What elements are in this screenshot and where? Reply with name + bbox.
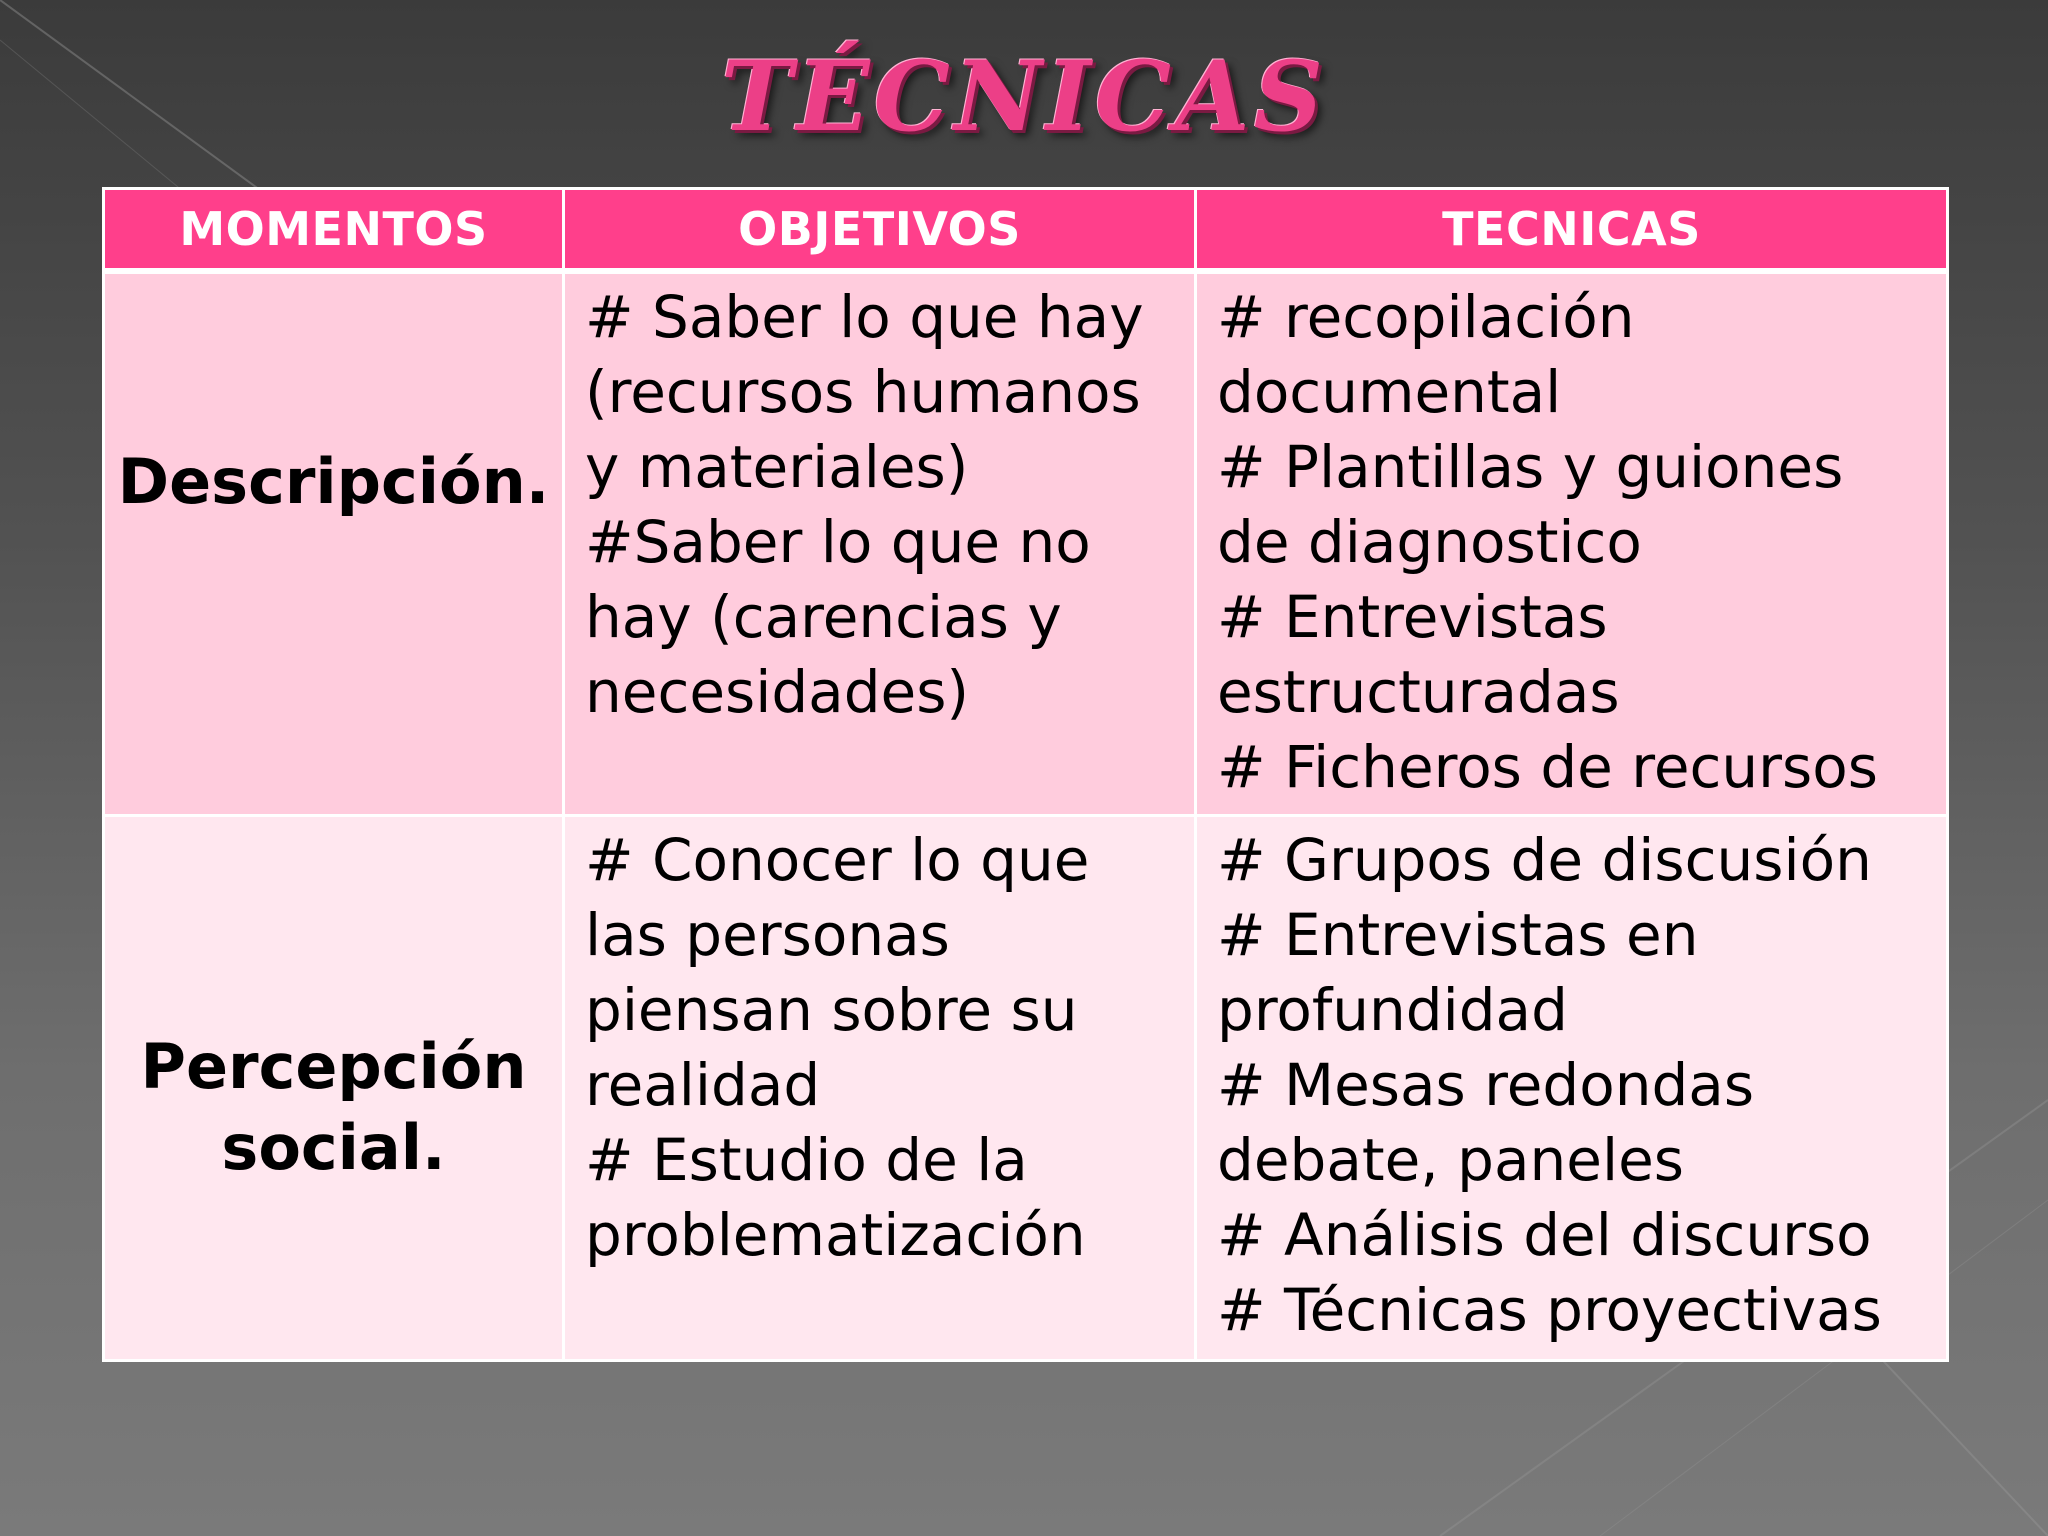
moment-line: Percepción (140, 1030, 527, 1104)
techniques-cell (1196, 271, 1948, 816)
objective-line: # Estudio de la (585, 1126, 1028, 1194)
technique-line: # Plantillas y guiones (1217, 432, 1844, 501)
objective-line: las personas (585, 901, 950, 969)
technique-line: # Grupos de discusión (1217, 826, 1872, 894)
objective-line: #Saber lo que no (585, 507, 1091, 576)
techniques-table (102, 187, 1949, 1362)
objective-line: problematización (585, 1201, 1086, 1269)
technique-line: # Mesas redondas (1217, 1051, 1755, 1119)
slide-title: TÉCNICAS (721, 40, 1327, 153)
technique-line: # Análisis del discurso (1217, 1201, 1872, 1269)
objective-line: necesidades) (585, 657, 970, 726)
objective-line: realidad (585, 1051, 821, 1119)
moment-line: social. (221, 1111, 446, 1184)
header-techniques: TECNICAS (1196, 189, 1948, 271)
header-moments: MOMENTOS (104, 189, 564, 271)
technique-line: # Entrevistas (1217, 582, 1608, 651)
technique-line: # recopilación (1217, 282, 1635, 351)
objective-line: # Conocer lo que (585, 826, 1090, 894)
moment-cell: Descripción. (104, 271, 564, 816)
techniques-cell (1196, 816, 1948, 1361)
objective-line: (recursos humanos (585, 357, 1141, 426)
technique-line: estructuradas (1217, 657, 1620, 726)
technique-line: # Ficheros de recursos (1217, 732, 1878, 801)
table-row-description (104, 271, 1948, 816)
objectives-cell (564, 816, 1196, 1361)
table-row-social-perception (104, 816, 1948, 1361)
objective-line: hay (carencias y (585, 582, 1062, 651)
table-header-row (104, 189, 1948, 271)
technique-line: documental (1217, 357, 1562, 426)
objective-line: piensan sobre su (585, 976, 1078, 1044)
technique-line: # Técnicas proyectivas (1217, 1276, 1882, 1344)
objective-line: # Saber lo que hay (585, 282, 1144, 351)
technique-line: debate, paneles (1217, 1126, 1684, 1194)
header-objectives: OBJETIVOS (564, 189, 1196, 271)
objective-line: y materiales) (585, 432, 969, 501)
moment-cell (104, 816, 564, 1361)
objectives-cell (564, 271, 1196, 816)
technique-line: profundidad (1217, 976, 1568, 1044)
technique-line: de diagnostico (1217, 507, 1642, 576)
technique-line: # Entrevistas en (1217, 901, 1699, 969)
